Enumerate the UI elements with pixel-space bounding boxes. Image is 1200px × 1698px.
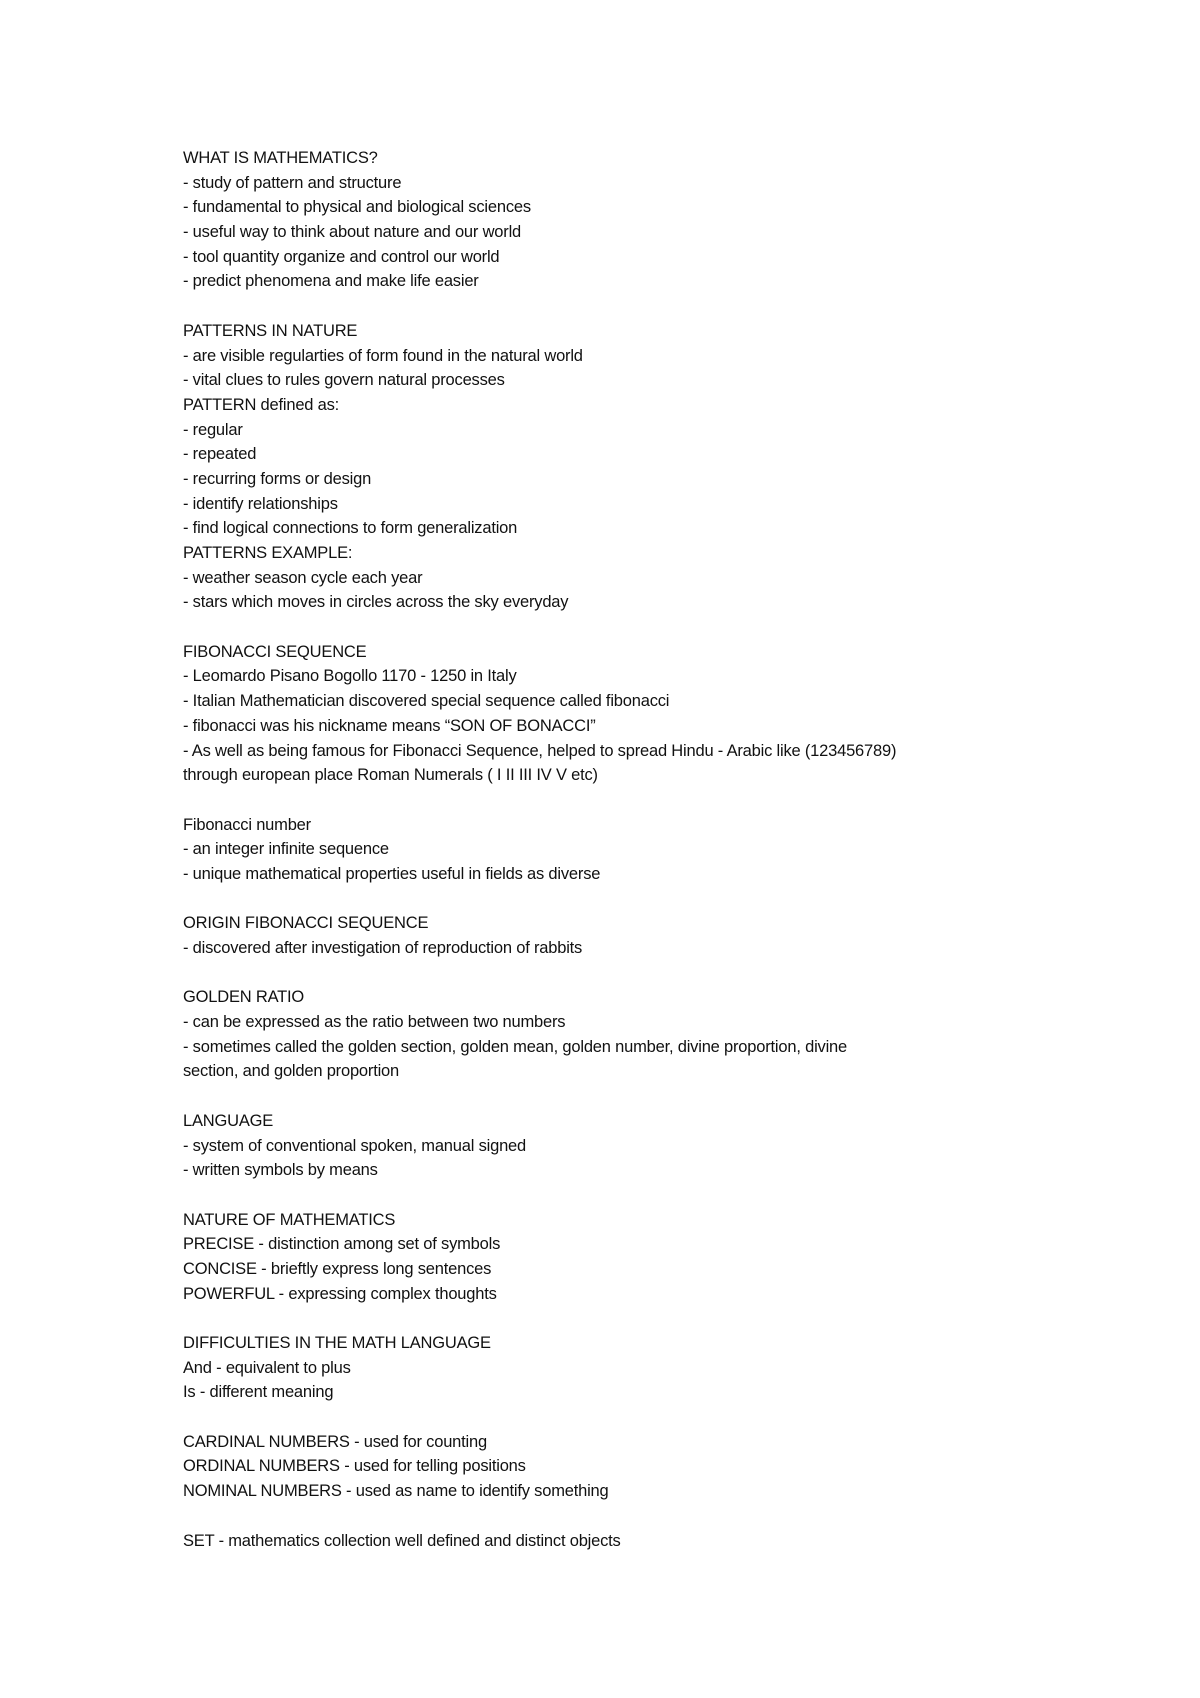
section-6 <box>183 985 1163 1084</box>
text-line: - written symbols by means <box>183 1161 378 1180</box>
section-9 <box>183 1331 1163 1405</box>
section-heading-line: CARDINAL NUMBERS - used for counting <box>183 1432 487 1451</box>
text-line: - As well as being famous for Fibonacci Sequence, helped to spread Hindu - Arabic like (123456789) <box>183 741 897 760</box>
text-line: - find logical connections to form generalization <box>183 519 518 538</box>
section-heading-line: GOLDEN RATIO <box>183 988 305 1007</box>
section-heading-line: DIFFICULTIES IN THE MATH LANGUAGE <box>183 1334 491 1352</box>
section-heading-line: SET - mathematics collection well defined and distinct objects <box>183 1531 621 1550</box>
text-line: - discovered after investigation of reproduction of rabbits <box>183 939 583 957</box>
text-line: - system of conventional spoken, manual signed <box>183 1136 526 1155</box>
section-heading-line: Fibonacci number <box>183 815 311 834</box>
section-heading-line: ORIGIN FIBONACCI SEQUENCE <box>183 914 429 933</box>
text-line: - tool quantity organize and control our world <box>183 247 500 266</box>
text-line: - vital clues to rules govern natural processes <box>183 371 505 390</box>
text-line: - predict phenomena and make life easier <box>183 272 479 291</box>
text-line: - sometimes called the golden section, golden mean, golden number, divine proportion, divine <box>183 1037 848 1056</box>
section-11 <box>183 1529 1163 1554</box>
text-line: Is - different meaning <box>183 1383 334 1402</box>
text-line: - study of pattern and structure <box>183 173 402 192</box>
text-line: - recurring forms or design <box>183 469 372 488</box>
text-line: - fibonacci was his nickname means “SON OF BONACCI” <box>183 716 596 735</box>
section-heading-line: NATURE OF MATHEMATICS <box>183 1210 396 1229</box>
text-line: CONCISE - brieftly express long sentences <box>183 1259 492 1278</box>
text-line: - fundamental to physical and biological sciences <box>183 198 531 217</box>
text-line: NOMINAL NUMBERS - used as name to identify something <box>183 1482 609 1501</box>
text-line: - stars which moves in circles across the sky everyday <box>183 593 569 612</box>
section-heading-line: LANGUAGE <box>183 1111 274 1130</box>
section-heading-line: PATTERNS IN NATURE <box>183 321 358 340</box>
section-4 <box>183 813 1163 887</box>
text-line: - can be expressed as the ratio between two numbers <box>183 1013 566 1032</box>
text-line: - weather season cycle each year <box>183 568 423 587</box>
text-line: PATTERNS EXAMPLE: <box>183 544 353 562</box>
text-line: - Leomardo Pisano Bogollo 1170 - 1250 in Italy <box>183 667 517 686</box>
section-heading-line: FIBONACCI SEQUENCE <box>183 642 367 661</box>
section-2 <box>183 319 1163 615</box>
text-line: - an integer infinite sequence <box>183 840 389 859</box>
section-10 <box>183 1430 1163 1504</box>
text-line: ORDINAL NUMBERS - used for telling positions <box>183 1457 526 1476</box>
text-line: - are visible regularties of form found in the natural world <box>183 346 583 365</box>
text-line: And - equivalent to plus <box>183 1358 351 1377</box>
section-8 <box>183 1208 1163 1307</box>
section-7 <box>183 1109 1163 1183</box>
section-5 <box>183 911 1163 960</box>
text-line: - regular <box>183 420 243 439</box>
text-line: PATTERN defined as: <box>183 395 340 414</box>
section-heading-line: WHAT IS MATHEMATICS? <box>183 149 378 167</box>
text-line: through european place Roman Numerals ( I II III IV V etc) <box>183 766 598 785</box>
text-line: - repeated <box>183 445 257 464</box>
text-line: - useful way to think about nature and our world <box>183 223 522 242</box>
text-line: - Italian Mathematician discovered special sequence called fibonacci <box>183 692 670 711</box>
text-line: - unique mathematical properties useful in fields as diverse <box>183 864 601 883</box>
section-1 <box>183 146 1163 294</box>
text-line: PRECISE - distinction among set of symbols <box>183 1235 501 1254</box>
section-3 <box>183 640 1163 788</box>
text-line: - identify relationships <box>183 494 338 513</box>
document-body <box>183 146 1163 1578</box>
text-line: section, and golden proportion <box>183 1062 399 1081</box>
text-line: POWERFUL - expressing complex thoughts <box>183 1284 497 1303</box>
